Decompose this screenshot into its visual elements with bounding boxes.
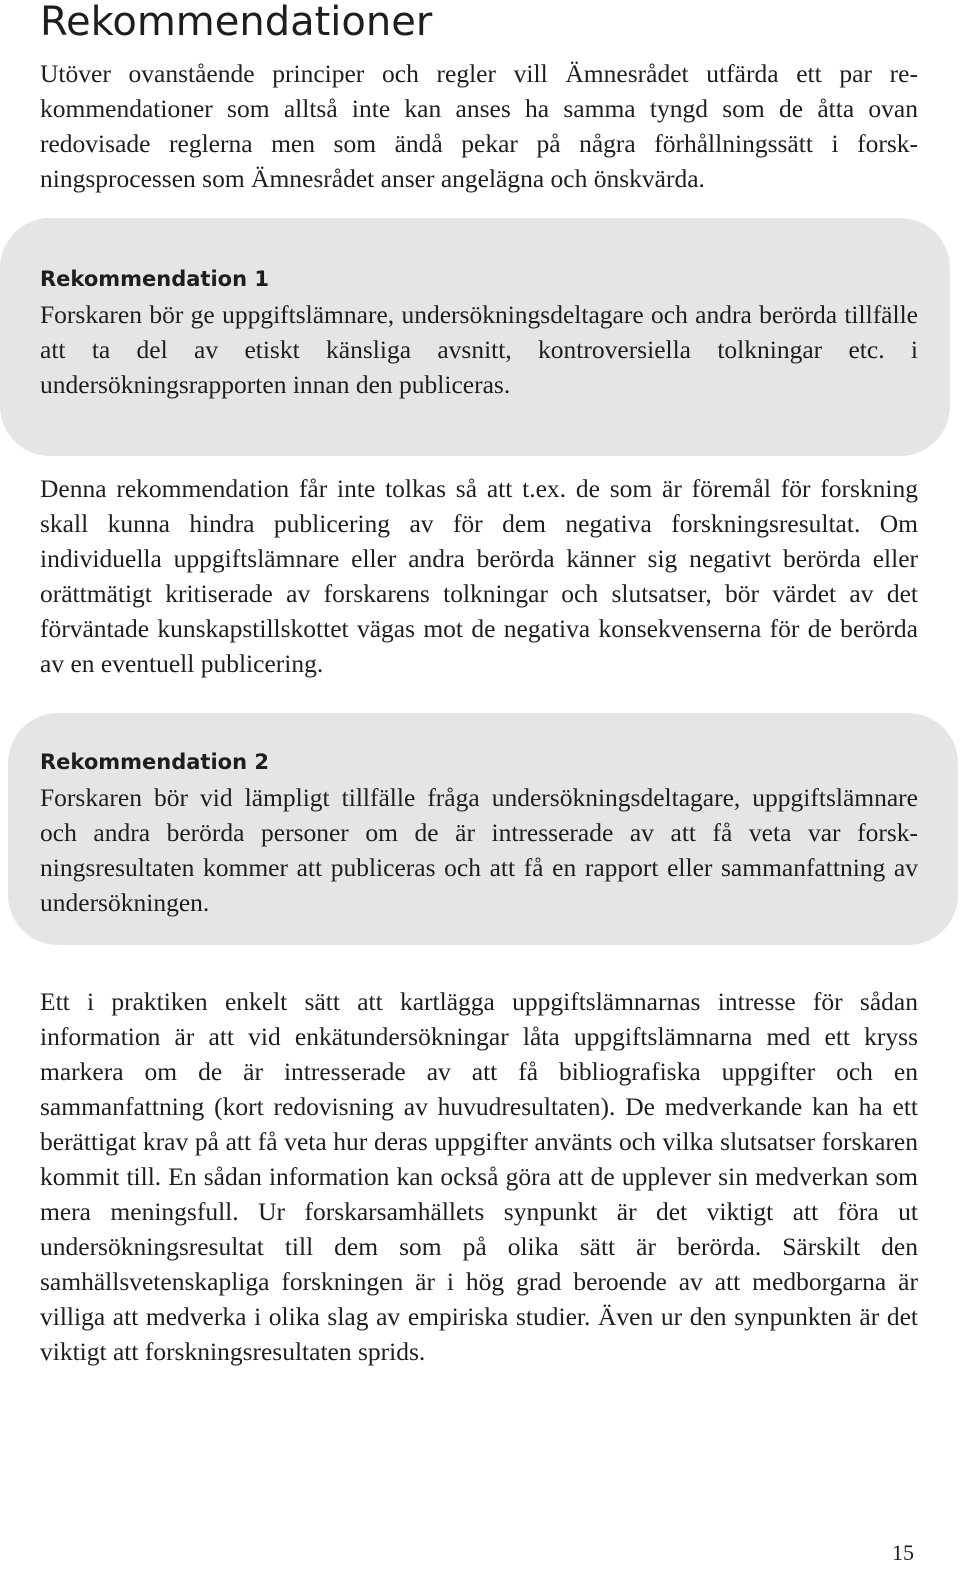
intro-paragraph: Utöver ovanstående principer och regler vill Ämnesrådet utfärda ett par rekommendationer som alltså inte kan anses ha samma tyngd som de åtta ovan redovisade reglerna men som ändå pekar på några förhållningssätt i forskningsprocessen som Ämnesrådet anser angelägna och önskvärda. xyxy=(40,59,918,193)
recommendation-1-title: Rekommendation 1 xyxy=(40,267,269,291)
recommendation-1-text: Forskaren bör ge uppgiftslämnare, undersökningsdeltagare och andra berörda tillfälle att ta del av etiskt känsliga avsnitt, kontroversiella tolkningar etc. i undersökningsrapporten innan den publiceras. xyxy=(40,300,918,399)
paragraph-after-recommendation-2: Ett i praktiken enkelt sätt att kartlägga uppgiftslämnarnas intresse för sådan information är att vid enkätundersökningar låta uppgiftslämnarna med ett kryss markera om de är intresserade av att få bibliografiska uppgifter och en sammanfattning (kort redovisning av huvudresultaten). De medverkande kan ha ett berättigat krav på att få veta hur deras uppgifter använts och vilka slutsatser forskaren kommit till. En sådan information kan också göra att de upplever sin medverkan som mera meningsfull. Ur forskarsamhällets synpunkt är det viktigt att föra ut undersökningsresultat till dem som på olika sätt är berörda. Särskilt den samhällsvetenskapliga forskningen är i hög grad beroende av att medborgarna är villiga att medverka i olika slag av empiriska studier. Även ur den synpunkten är det viktigt att forskningsresultaten sprids. xyxy=(40,987,918,1366)
page-heading: Rekommendationer xyxy=(40,0,433,45)
page-number: 15 xyxy=(892,1540,914,1565)
recommendation-2-title: Rekommendation 2 xyxy=(40,750,269,774)
paragraph-after-recommendation-1: Denna rekommendation får inte tolkas så att t.ex. de som är föremål för forskning skall kunna hindra publicering av för dem negativa forskningsresultat. Om individuella uppgiftslämnare eller andra berörda känner sig negativt berörda eller orättmätigt kritiserade av forskarens tolkningar och slutsatser, bör värdet av det förväntade kunskapstillskottet vägas mot de negativa konsekvenserna för de berörda av en eventuell publicering. xyxy=(40,474,918,678)
recommendation-1-box xyxy=(0,218,950,456)
recommendation-2-box xyxy=(8,713,958,945)
recommendation-2-text: Forskaren bör vid lämpligt tillfälle fråga undersökningsdeltagare, uppgiftslämnare och andra berörda personer om de är intresserade av att få veta var forskningsresultaten kommer att publiceras och att få en rapport eller sammanfattning av undersökningen. xyxy=(40,783,918,917)
